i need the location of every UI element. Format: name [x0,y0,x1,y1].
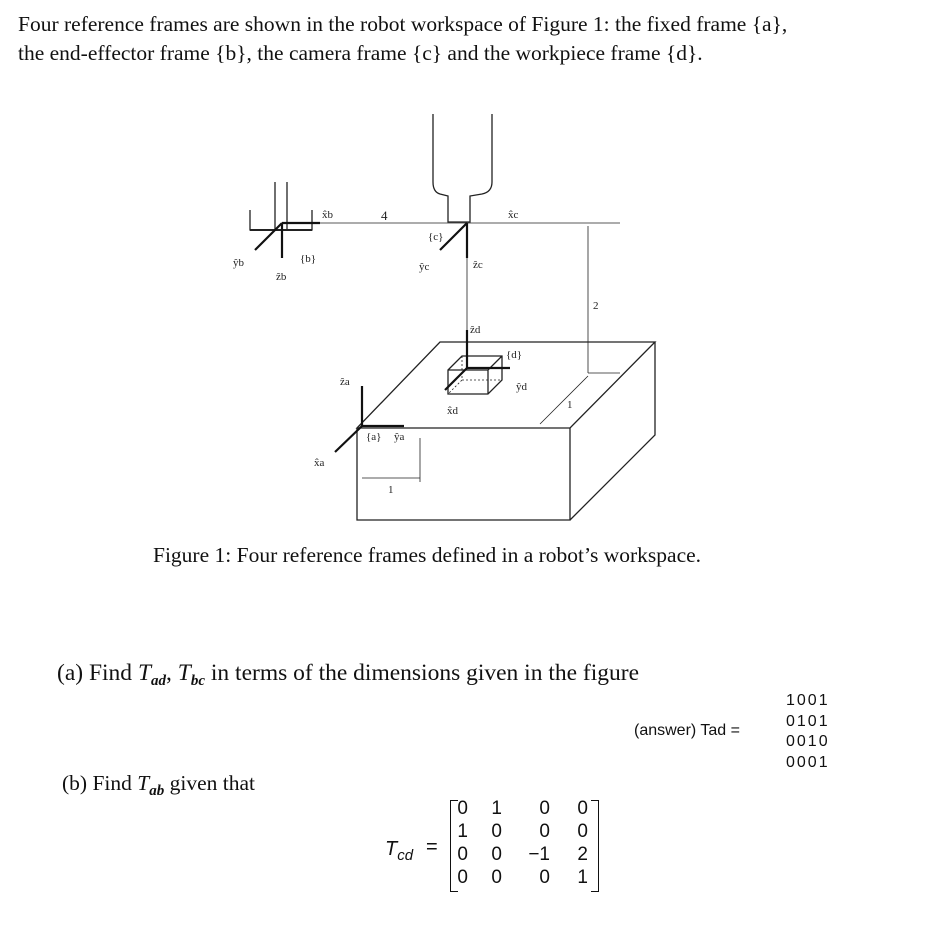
label-frame-c: {c} [428,231,444,243]
symbol-t-ab: $T_{ab}$ [137,771,165,799]
answer-row-4: 0001 [786,753,830,771]
label-frame-d: {d} [506,349,523,361]
label-dim-4: 4 [381,208,388,223]
label-xa: x̂a [314,457,325,469]
label-xc: x̂c [508,209,519,221]
axis-xa [335,426,362,452]
question-a-suffix: in terms of the dimensions given in the figure [210,660,640,686]
question-b-suffix: given that [169,771,255,795]
workspace-figure [0,90,930,530]
table-front [357,428,570,520]
label-zb: ẑb [276,271,287,283]
matrix-row: 0 1 0 0 [457,798,588,819]
label-dim-1-bottom: 1 [388,484,394,496]
label-dim-2: 2 [593,300,599,312]
label-xb: x̂b [322,209,333,221]
intro-line-2: the end-effector frame {b}, the camera frame {c} and the workpiece frame {d}. [18,41,703,65]
question-b-prefix: (b) Find [62,771,132,795]
question-b [62,771,255,800]
label-zd: ẑd [470,324,481,336]
label-yd: ŷd [516,381,527,393]
matrix-row: 1 0 0 0 [457,821,588,842]
label-yc: ŷc [419,261,430,273]
matrix-row: 0 0 0 1 [457,867,588,888]
question-a [57,660,639,690]
intro-line-1: Four reference frames are shown in the robot workspace of Figure 1: the fixed frame {a}, [18,12,788,36]
label-ya: ŷa [394,431,405,443]
question-a-prefix: (a) Find [57,660,133,686]
answer-row-1: 1001 [786,692,830,709]
answer-row-3: 0010 [786,733,830,750]
label-xd: x̂d [447,405,458,417]
label-dim-1-right: 1 [567,399,573,411]
workpiece-cube [448,356,502,394]
label-frame-a: {a} [366,431,382,443]
answer-matrix [786,691,846,773]
answer-label: (answer) Tad = [634,722,740,739]
problem-intro [18,10,918,68]
symbol-t-bc: $T_{bc}$ [177,660,206,689]
label-za: ẑa [340,376,350,388]
label-yb: ŷb [233,257,244,269]
matrix-right-bracket [591,800,599,892]
answer-row-2: 0101 [786,712,830,730]
question-a-comma: , [166,660,172,686]
label-zc: ẑc [473,259,483,271]
camera-body [433,114,492,222]
matrix-row: 0 0 −1 2 [457,844,588,865]
axis-yc [440,223,467,250]
tcd-equals: = [426,836,438,858]
symbol-t-ad: $T_{ad}$ [137,660,167,689]
label-frame-b: {b} [300,253,317,265]
axis-yb [255,223,282,250]
table-side [570,342,655,520]
tcd-matrix [455,797,588,889]
figure-caption: Figure 1: Four reference frames defined in a robot’s workspace. [153,543,702,567]
gripper-left-finger [250,182,275,230]
workspace-diagram [0,90,930,530]
tcd-label: $T_{cd}$ [385,838,414,864]
